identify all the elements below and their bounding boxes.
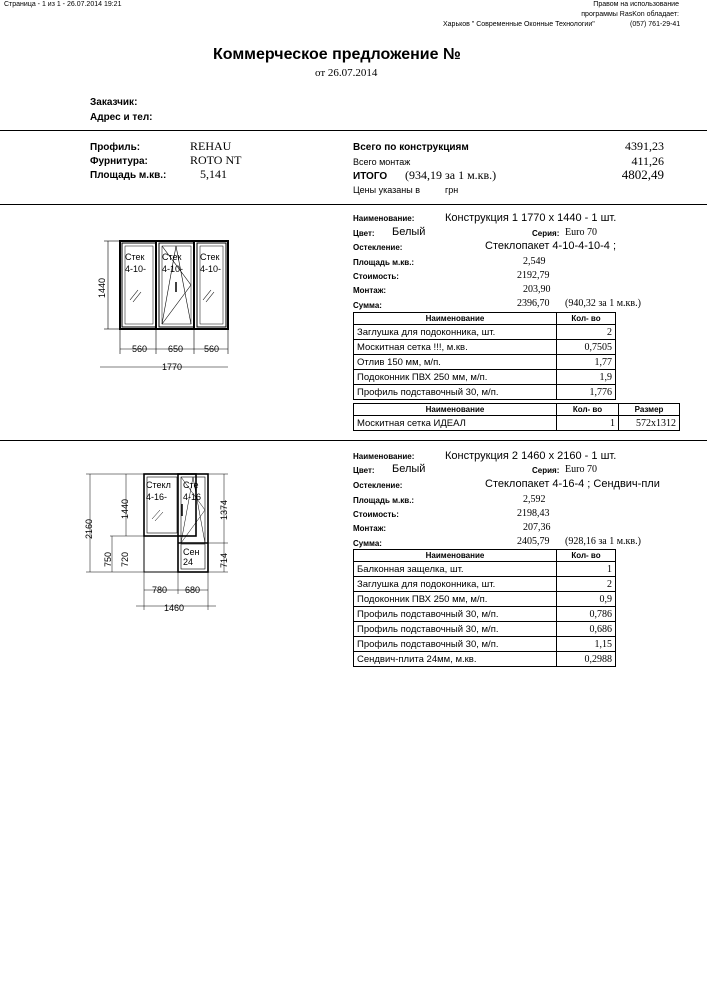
table-row: Заглушка для подоконника, шт. 2 [354,577,616,592]
page-info: Страница - 1 из 1 - 26.07.2014 19:21 [4,1,122,8]
address-label: Адрес и тел: [90,112,153,123]
sum-value: 2396,70 [517,298,550,309]
pane-label: 4-10- [200,264,222,274]
grand-total-note: (934,19 за 1 м.кв.) [405,168,497,182]
color-label: Цвет: [353,229,375,238]
column-header: Кол- во [557,404,619,416]
pane-label: Стекл [146,480,171,490]
area-label: Площадь м.кв.: [90,170,167,181]
glass-label: Остекление: [353,243,403,252]
pane-label: 4-10- [125,264,147,274]
area-label: Площадь м.кв.: [353,496,415,505]
cost-value: 2192,79 [517,270,550,281]
table-row: Профиль подставочный 30, м/п. 0,686 [354,622,616,637]
table-row: Москитная сетка !!!, м.кв. 0,7505 [354,340,616,355]
column-header: Наименование [354,313,557,325]
window-drawing-1 [90,232,250,372]
width-dimension: 560 [132,344,148,354]
mosquito-table [353,403,680,431]
height-dimension: 1440 [120,498,130,519]
glass-value: Стеклопакет 4-16-4 ; Сендвич-пли [485,478,660,490]
area-value: 2,592 [523,494,546,505]
table-row: Заглушка для подоконника, шт. 2 [354,325,616,340]
table-row: Отлив 150 мм, м/п. 1,77 [354,355,616,370]
color-value: Белый [392,226,426,238]
column-header: Размер [619,404,680,416]
mount-value: 207,36 [523,522,551,533]
table-row: Профиль подставочный 30, м/п. 0,786 [354,607,616,622]
width-dimension: 560 [204,344,220,354]
hardware-value: ROTO NT [190,153,242,167]
mount-label: Монтаж: [353,286,387,295]
column-header: Кол- во [557,550,616,562]
color-label: Цвет: [353,466,375,475]
area-value: 5,141 [200,167,227,181]
height-dimension: 2160 [84,518,94,539]
width-dimension: 650 [168,344,184,354]
company-phone: (057) 761-29-41 [630,21,681,28]
pane-label: 4-16- [146,492,168,502]
cost-label: Стоимость: [353,510,399,519]
series-label: Серия: [532,229,560,238]
pane-label: Стек [162,252,182,262]
rights-line-2: программы RasKon обладает: [581,11,679,18]
sum-note: (940,32 за 1 м.кв.) [565,298,641,309]
divider [0,130,707,131]
total-mounting-value: 411,26 [631,154,664,168]
company-name: Харьков " Современные Оконные Технологии" [443,21,595,28]
height-dimension: 1440 [97,277,107,298]
column-header: Кол- во [557,313,616,325]
page-title: Коммерческое предложение № [213,46,461,63]
series-label: Серия: [532,466,560,475]
total-constructions-label: Всего по конструкциям [353,142,469,153]
sandwich-label: Сен [183,547,200,557]
divider [0,204,707,205]
items-table [353,549,616,667]
glass-label: Остекление: [353,481,403,490]
grand-total-label: ИТОГО [353,171,388,182]
column-header: Наименование [354,550,557,562]
construction-name: Конструкция 2 1460 х 2160 - 1 шт. [445,450,617,462]
divider [0,440,707,441]
cost-label: Стоимость: [353,272,399,281]
total-width-dimension: 1460 [164,603,185,613]
table-row: Профиль подставочный 30, м/п. 1,776 [354,385,616,400]
glass-value: Стеклопакет 4-10-4-10-4 ; [485,240,617,252]
sum-label: Сумма: [353,539,382,548]
area-label: Площадь м.кв.: [353,258,415,267]
series-value: Euro 70 [565,227,597,238]
pane-label: Стек [125,252,145,262]
pane-label: 4-10- [162,264,184,274]
mount-value: 203,90 [523,284,551,295]
width-dimension: 680 [185,585,201,595]
color-value: Белый [392,463,426,475]
height-dimension: 750 [103,551,113,567]
height-dimension: 1374 [219,499,229,520]
pane-label: Стек [200,252,220,262]
name-label: Наименование: [353,214,415,223]
page-date: от 26.07.2014 [315,67,378,79]
mount-label: Монтаж: [353,524,387,533]
sum-label: Сумма: [353,301,382,310]
table-row: Подоконник ПВХ 250 мм, м/п. 0,9 [354,592,616,607]
window-drawing-2 [82,464,242,616]
table-row: Москитная сетка ИДЕАЛ 1 572x1312 [354,416,680,431]
height-dimension: 714 [219,552,229,568]
total-constructions-value: 4391,23 [625,139,664,153]
column-header: Наименование [354,404,557,416]
rights-line-1: Правом на использование [593,1,679,8]
door-pane-label: 4-16 [183,492,202,502]
total-mounting-label: Всего монтаж [353,157,411,167]
width-dimension: 780 [152,585,168,595]
table-row: Балконная защелка, шт. 1 [354,562,616,577]
construction-name: Конструкция 1 1770 х 1440 - 1 шт. [445,212,617,224]
table-row: Подоконник ПВХ 250 мм, м/п. 1,9 [354,370,616,385]
total-width-dimension: 1770 [162,362,183,372]
name-label: Наименование: [353,452,415,461]
sum-value: 2405,79 [517,536,550,547]
sum-note: (928,16 за 1 м.кв.) [565,536,641,547]
currency-note: Цены указаны в грн [353,185,459,195]
table-row: Профиль подставочный 30, м/п. 1,15 [354,637,616,652]
sandwich-label: 24 [183,557,194,567]
table-row: Сендвич-плита 24мм, м.кв. 0,2988 [354,652,616,667]
grand-total-value: 4802,49 [621,167,664,182]
profile-label: Профиль: [90,142,141,153]
door-pane-label: Сте [183,480,199,490]
series-value: Euro 70 [565,464,597,475]
items-table [353,312,616,400]
height-dimension: 720 [120,551,130,567]
customer-label: Заказчик: [90,97,138,108]
profile-value: REHAU [190,139,232,153]
area-value: 2,549 [523,256,546,267]
cost-value: 2198,43 [517,508,550,519]
hardware-label: Фурнитура: [90,156,148,167]
